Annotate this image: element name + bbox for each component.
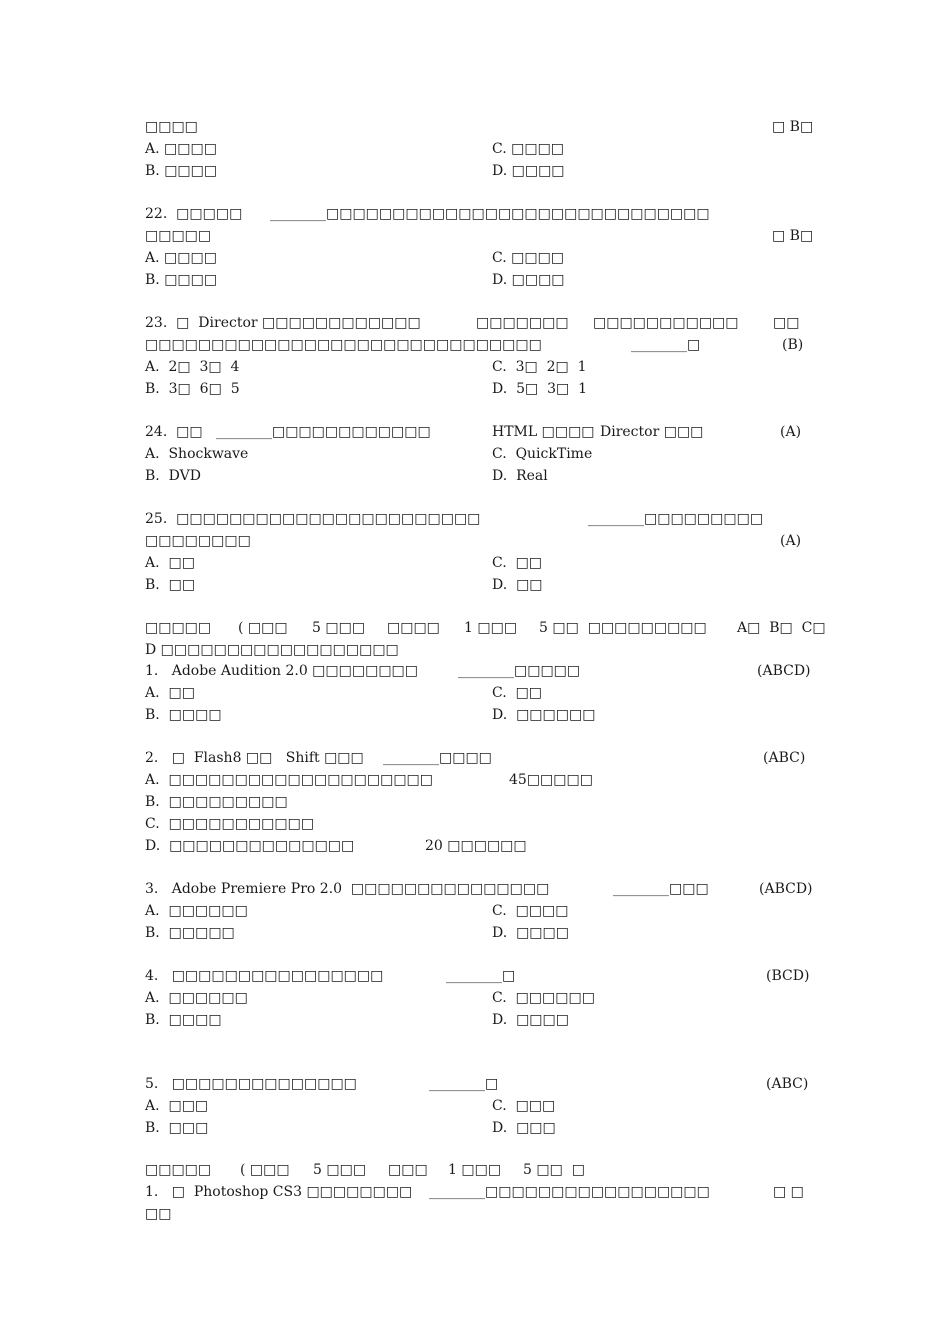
- text-line: ________□: [429, 1076, 499, 1092]
- text-line: □□□□□□□: [476, 315, 569, 331]
- text-line: 25. □□□□□□□□□□□□□□□□□□□□□□□: [145, 511, 481, 527]
- text-line: (ABCD): [759, 881, 813, 897]
- text-line: C. □□□□: [492, 903, 569, 919]
- text-line: 23. □ Director □□□□□□□□□□□□: [145, 315, 421, 331]
- text-line: B. 3□ 6□ 5: [145, 381, 240, 397]
- text-line: C. □□□: [492, 1098, 556, 1114]
- text-line: ________□□□□□: [458, 663, 581, 679]
- text-line: A. □□□□: [145, 250, 217, 266]
- text-line: 1 □□□: [448, 1162, 502, 1178]
- text-line: A. □□□□□□□□□□□□□□□□□□□□: [145, 772, 434, 788]
- text-line: 5. □□□□□□□□□□□□□□: [145, 1076, 357, 1092]
- text-line: (BCD): [766, 968, 810, 984]
- text-line: □□: [145, 1206, 172, 1222]
- text-line: B. □□□: [145, 1120, 209, 1136]
- text-line: (B): [782, 337, 804, 353]
- text-line: ________□□□□□□□□□□□□□□□□□: [429, 1184, 710, 1200]
- text-line: A. 2□ 3□ 4: [145, 359, 240, 375]
- text-line: B. □□□□: [145, 163, 218, 179]
- text-line: HTML □□□□: [492, 424, 595, 440]
- text-line: D. □□□□□□□□□□□□□□: [145, 838, 355, 854]
- text-line: ________□□□: [613, 881, 709, 897]
- text-line: ________□□□□□□□□□: [588, 511, 764, 527]
- text-line: C. 3□ 2□ 1: [492, 359, 587, 375]
- text-line: D. □□: [492, 577, 543, 593]
- text-line: 20 □□□□□□: [425, 838, 527, 854]
- text-line: (ABC): [763, 750, 806, 766]
- text-line: C. □□□□: [492, 141, 565, 157]
- text-line: A. □□: [145, 685, 195, 701]
- text-line: □□□□: [387, 620, 440, 636]
- text-line: B. □□□□: [145, 272, 218, 288]
- text-line: B. □□□□: [145, 707, 222, 723]
- text-line: 5 □□ □□□□□□□□□: [539, 620, 707, 636]
- text-line: □□□□□: [145, 228, 212, 244]
- text-line: C. □□□□□□: [492, 990, 595, 1006]
- text-line: Director □□□: [600, 424, 704, 440]
- text-line: A. □□□□□□: [145, 990, 248, 1006]
- text-line: □□□□□: [145, 1162, 212, 1178]
- text-line: □□□: [388, 1162, 428, 1178]
- text-line: B. □□□□□: [145, 925, 235, 941]
- text-line: C. □□□□: [492, 250, 565, 266]
- text-line: (A): [780, 424, 802, 440]
- text-line: □□□□: [145, 119, 198, 135]
- text-line: 2. □ Flash8 □□ Shift □□□: [145, 750, 364, 766]
- text-line: A□ B□ C□: [737, 620, 826, 636]
- text-line: □□□□□□□□: [145, 533, 251, 549]
- text-line: B. □□□□: [145, 1012, 222, 1028]
- text-line: □ B□: [772, 119, 814, 135]
- text-line: C. □□□□□□□□□□□: [145, 816, 315, 832]
- text-line: A. Shockwave: [145, 446, 249, 462]
- text-line: □□: [773, 315, 800, 331]
- text-line: A. □□□□□□: [145, 903, 248, 919]
- text-line: 1. Adobe Audition 2.0 □□□□□□□□: [145, 663, 419, 679]
- text-line: □□□□□□□□□□□: [593, 315, 739, 331]
- text-line: □□□□□□□□□□□□□□□□□□□□□□□□□□□□□□: [145, 337, 542, 353]
- text-line: D. □□□□□□: [492, 707, 596, 723]
- text-line: 45□□□□□: [509, 772, 593, 788]
- text-line: D. Real: [492, 468, 548, 484]
- text-line: 5 □□□: [313, 1162, 367, 1178]
- text-line: □□□□□: [145, 620, 212, 636]
- text-line: B. □□□□□□□□□: [145, 794, 288, 810]
- text-line: A. □□□□: [145, 141, 217, 157]
- text-line: B. DVD: [145, 468, 201, 484]
- text-line: C. □□: [492, 685, 543, 701]
- text-line: 3. Adobe Premiere Pro 2.0 □□□□□□□□□□□□□□□: [145, 881, 550, 897]
- text-line: ( □□□: [238, 620, 288, 636]
- text-line: 24. □□ ________□□□□□□□□□□□□: [145, 424, 431, 440]
- text-line: D □□□□□□□□□□□□□□□□□□: [145, 642, 399, 658]
- text-line: ________□□□□: [383, 750, 492, 766]
- text-line: D. 5□ 3□ 1: [492, 381, 588, 397]
- text-line: D. □□□□: [492, 1012, 569, 1028]
- text-line: A. □□: [145, 555, 195, 571]
- text-line: ________□□□□□□□□□□□□□□□□□□□□□□□□□□□□□: [270, 206, 710, 222]
- text-line: C. QuickTime: [492, 446, 593, 462]
- text-line: D. □□□□: [492, 163, 565, 179]
- text-line: 5 □□ □: [523, 1162, 585, 1178]
- text-line: 5 □□□: [312, 620, 366, 636]
- text-line: ________□: [446, 968, 516, 984]
- text-line: B. □□: [145, 577, 196, 593]
- text-line: 1 □□□: [464, 620, 518, 636]
- text-line: ________□: [631, 337, 701, 353]
- text-line: (A): [780, 533, 802, 549]
- text-line: C. □□: [492, 555, 543, 571]
- text-line: (ABCD): [757, 663, 811, 679]
- text-line: (ABC): [766, 1076, 809, 1092]
- text-line: 4. □□□□□□□□□□□□□□□□: [145, 968, 384, 984]
- text-line: □ B□: [772, 228, 814, 244]
- text-line: D. □□□□: [492, 925, 569, 941]
- text-line: D. □□□□: [492, 272, 565, 288]
- text-line: 22. □□□□□: [145, 206, 243, 222]
- text-line: ( □□□: [240, 1162, 290, 1178]
- text-line: D. □□□: [492, 1120, 556, 1136]
- text-line: 1. □ Photoshop CS3 □□□□□□□□: [145, 1184, 413, 1200]
- text-line: A. □□□: [145, 1098, 209, 1114]
- text-line: □ □: [773, 1184, 804, 1200]
